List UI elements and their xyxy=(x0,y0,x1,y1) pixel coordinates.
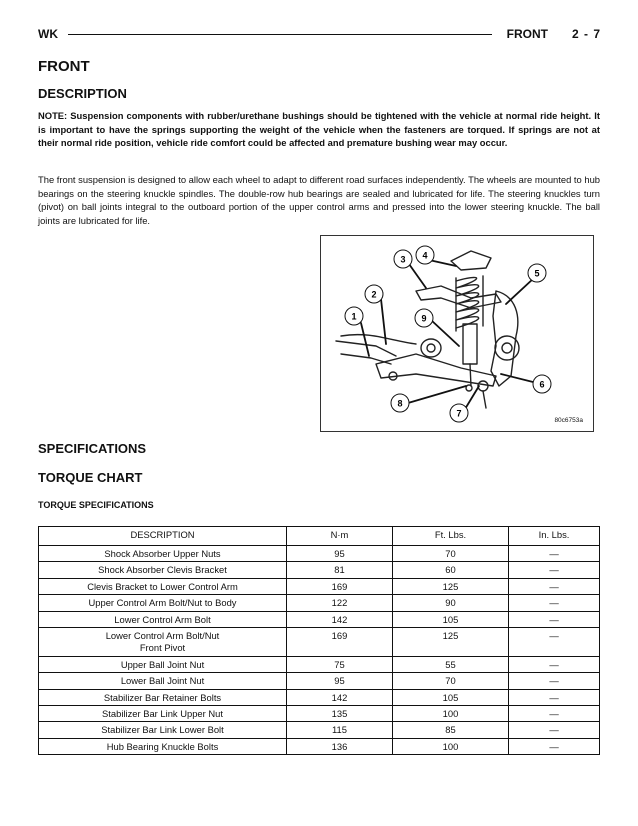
in-lbs-cell: — xyxy=(509,595,600,611)
description-cell: Clevis Bracket to Lower Control Arm xyxy=(39,578,287,594)
table-row xyxy=(39,546,600,562)
in-lbs-cell: — xyxy=(509,656,600,672)
table-row xyxy=(39,656,600,672)
ft-lbs-cell: 60 xyxy=(393,562,509,578)
description-cell: Shock Absorber Clevis Bracket xyxy=(39,562,287,578)
description-cell: Upper Control Arm Bolt/Nut to Body xyxy=(39,595,287,611)
nm-cell: 81 xyxy=(287,562,393,578)
ft-lbs-cell: 55 xyxy=(393,656,509,672)
in-lbs-cell: — xyxy=(509,738,600,754)
description-cell: Stabilizer Bar Link Upper Nut xyxy=(39,706,287,722)
torque-table xyxy=(38,526,600,755)
table-header-row xyxy=(39,527,600,546)
nm-cell: 75 xyxy=(287,656,393,672)
callout-4: 4 xyxy=(422,250,428,261)
column-header-in-lbs: In. Lbs. xyxy=(509,527,600,546)
nm-cell: 135 xyxy=(287,706,393,722)
callout-7: 7 xyxy=(456,408,462,419)
description-cell: Stabilizer Bar Link Lower Bolt xyxy=(39,722,287,738)
suspension-illustration xyxy=(321,236,593,431)
header-page-number: 2 - 7 xyxy=(571,27,600,41)
table-row xyxy=(39,722,600,738)
in-lbs-cell: — xyxy=(509,689,600,705)
callout-6: 6 xyxy=(539,379,545,390)
ft-lbs-cell: 100 xyxy=(393,706,509,722)
callout-8: 8 xyxy=(397,398,403,409)
table-row xyxy=(39,738,600,754)
column-header-description: DESCRIPTION xyxy=(39,527,287,546)
ft-lbs-cell: 70 xyxy=(393,546,509,562)
ft-lbs-cell: 100 xyxy=(393,738,509,754)
nm-cell: 95 xyxy=(287,546,393,562)
nm-cell: 95 xyxy=(287,673,393,689)
column-header-nm: N·m xyxy=(287,527,393,546)
table-row xyxy=(39,628,600,657)
nm-cell: 122 xyxy=(287,595,393,611)
description-heading: DESCRIPTION xyxy=(38,86,127,101)
ft-lbs-cell: 105 xyxy=(393,689,509,705)
ft-lbs-cell: 125 xyxy=(393,578,509,594)
table-row xyxy=(39,562,600,578)
nm-cell: 142 xyxy=(287,611,393,627)
page-title: FRONT xyxy=(38,58,90,75)
table-row xyxy=(39,673,600,689)
table-row xyxy=(39,578,600,594)
nm-cell: 136 xyxy=(287,738,393,754)
ft-lbs-cell: 105 xyxy=(393,611,509,627)
ft-lbs-cell: 85 xyxy=(393,722,509,738)
specifications-heading: SPECIFICATIONS xyxy=(38,441,147,456)
description-cell: Lower Ball Joint Nut xyxy=(39,673,287,689)
description-cell: Stabilizer Bar Retainer Bolts xyxy=(39,689,287,705)
torque-table-body xyxy=(39,546,600,755)
description-paragraph: The front suspension is designed to allow each wheel to adapt to different road surfaces independently. The wheels are mounted to hub bearings on the steering knuckle spindles. The double-row hub bearings are sealed and lubricated for life. The steering knuckles turn (pivot) on ball joints integral to the outboard portion of the upper control arms and pressed into the lower steering knuckle. The ball joints are lubricated for life. xyxy=(38,174,600,226)
ft-lbs-cell: 90 xyxy=(393,595,509,611)
column-header-ft-lbs: Ft. Lbs. xyxy=(393,527,509,546)
in-lbs-cell: — xyxy=(509,673,600,689)
header-rule xyxy=(68,34,492,35)
torque-specs-heading: TORQUE SPECIFICATIONS xyxy=(38,500,154,510)
description-cell: Upper Ball Joint Nut xyxy=(39,656,287,672)
in-lbs-cell: — xyxy=(509,628,600,657)
description-cell: Lower Control Arm Bolt/Nut Front Pivot xyxy=(39,628,287,657)
nm-cell: 169 xyxy=(287,628,393,657)
figure-id: 80c6753a xyxy=(554,417,583,424)
description-cell: Shock Absorber Upper Nuts xyxy=(39,546,287,562)
in-lbs-cell: — xyxy=(509,578,600,594)
nm-cell: 169 xyxy=(287,578,393,594)
callout-2: 2 xyxy=(371,289,377,300)
table-row xyxy=(39,611,600,627)
ft-lbs-cell: 125 xyxy=(393,628,509,657)
ft-lbs-cell: 70 xyxy=(393,673,509,689)
table-row xyxy=(39,689,600,705)
header-model: WK xyxy=(38,27,58,41)
in-lbs-cell: — xyxy=(509,546,600,562)
callout-9: 9 xyxy=(421,313,427,324)
in-lbs-cell: — xyxy=(509,706,600,722)
header-section: FRONT xyxy=(506,27,548,41)
callout-5: 5 xyxy=(534,268,540,279)
running-header xyxy=(38,27,600,45)
note-paragraph: NOTE: Suspension components with rubber/urethane bushings should be tightened with the vehicle at normal ride height. It is important to have the springs supporting the weight of the vehicle when the fasteners are torqued. If springs are not at their normal ride position, vehicle ride comfort could be affected and premature bushing wear may occur. xyxy=(38,110,600,149)
callout-1: 1 xyxy=(351,311,357,322)
suspension-figure xyxy=(320,235,594,432)
callout-3: 3 xyxy=(400,254,406,265)
in-lbs-cell: — xyxy=(509,722,600,738)
table-row xyxy=(39,706,600,722)
in-lbs-cell: — xyxy=(509,562,600,578)
nm-cell: 142 xyxy=(287,689,393,705)
torque-chart-heading: TORQUE CHART xyxy=(38,470,143,485)
table-row xyxy=(39,595,600,611)
description-cell: Hub Bearing Knuckle Bolts xyxy=(39,738,287,754)
in-lbs-cell: — xyxy=(509,611,600,627)
nm-cell: 115 xyxy=(287,722,393,738)
description-cell: Lower Control Arm Bolt xyxy=(39,611,287,627)
